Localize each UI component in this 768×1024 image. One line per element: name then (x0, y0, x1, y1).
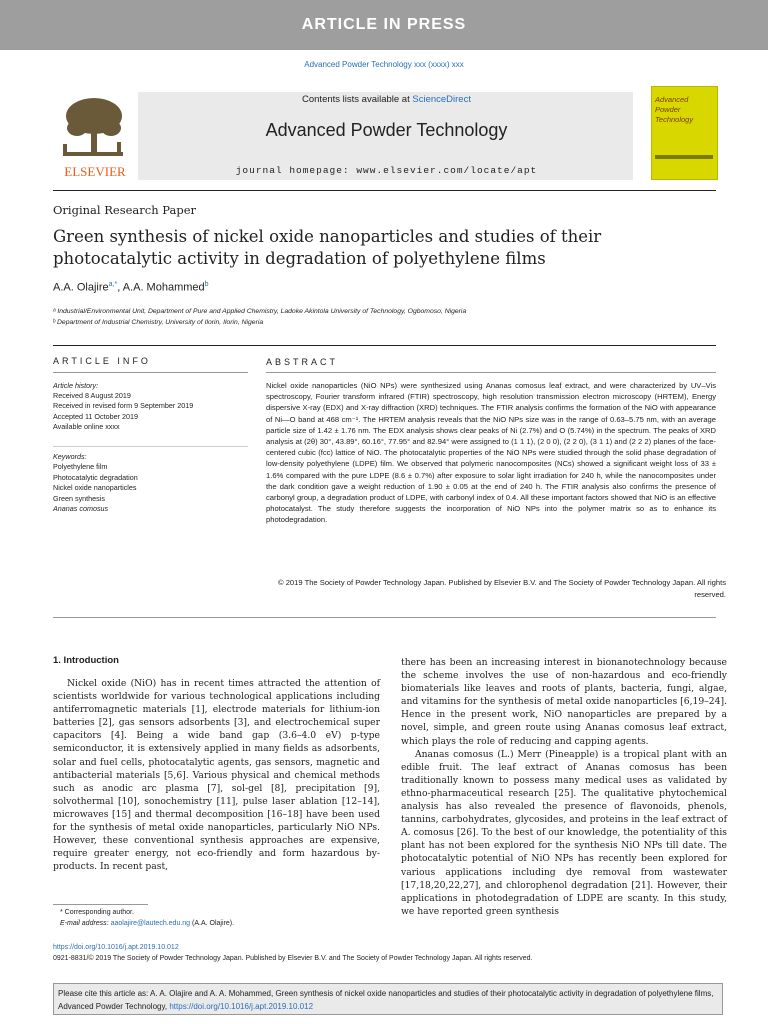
history-item: Available online xxxx (53, 421, 120, 431)
journal-reference-link[interactable]: Advanced Powder Technology xxx (xxxx) xxx (304, 60, 464, 69)
article-type: Original Research Paper (53, 203, 197, 217)
history-item: Received in revised form 9 September 2019 (53, 401, 194, 411)
footnote (60, 907, 380, 929)
history-item: Received 8 August 2019 (53, 391, 131, 401)
keyword: Ananas comosus (53, 504, 109, 514)
author-name[interactable]: A.A. Mohammed (122, 281, 205, 294)
elsevier-logo[interactable] (53, 92, 138, 180)
divider (53, 190, 716, 191)
abstract-text: Nickel oxide nanoparticles (NiO NPs) were synthesized using Ananas comosus leaf extract, and were characterized by UV–Vis spectroscopy, Fourier transform infrared (FTIR) spectroscopy, high resolution transmission electron microscopy (HRTEM), Energy dispersive X-ray (EDX) and X-ray diffraction (XRD) techniques. The FTIR analysis confirms the formation of the NiO with appearance of Ni—O band at 468 cm⁻¹. The HRTEM analysis reveals that the NiO NPs size was in the range of 0.63–5.75 nm, with an average particle size of 1.42 ± 1.76 nm. The EDX analysis shows clear peaks of Ni (2.7%) and O (5.74%) in the spectrum. The peaks of XRD analysis at (2θ) 30°, 43.89°, 60.16°, 77.95° and 82.94° were assigned to (1 1 1), (2 0 0), (2 2 0), (3 1 1) and (2 2 2) planes of the face-centered cubic (fcc) lattice of NiO. The photocatalytic properties of the NiO NPs were studied through the solid phase degradation of low-density polyethylene (LDPE) film. We observed that polymeric nanocomposites (NCs) showed a significant weight loss of 33 ± 1.6% compared with the pure LDPE (8.6 ± 0.7%) after exposure to solar light irradiation for 240 h, while the nanocomposites under the dark condition gave a weight reduction of 1.90 ± 0.05 at the end of 240 h. The FTIR analysis also confirms the presence of carbonyl group, a degradation product of LDPE, with carbonyl index of 0.4. All these important factors showed that NiO is an effective photocatalyst. The study therefore suggests the incorporation of NiO NPs into the polymer matrix so as to enhance its photodegradation. (266, 381, 716, 525)
paragraph: Nickel oxide (NiO) has in recent times attracted the attention of scientists worldwide for various technological applications including antiferromagnetic materials [1], electrode materials for lithium-ion batteries [2], gas sensors adsorbents [3], and electrochemical super capacitors [4]. Being a wide band gap (3.6–4.0 eV) p-type semiconductor, it is extensively applied in many fields as adsorbents, solar and fuel cells, photocatalytic agents, gas sensors, magnetic and antibacterial materials [5,6]. Various physical and chemical methods such as anodic arc plasma [7], sol-gel [8], precipitation [9], solvothermal [10], sonochemistry [11], pulse laser ablation [12–14], microwaves [15] and thermal decomposition [16–18] have been used for the synthesis of metal oxide nanoparticles, particularly NiO NPs. However, these conventional synthesis approaches are expensive, require greater energy, not eco-friendly and form hazardous by-products. In recent past, (53, 678, 380, 873)
email-name: (A.A. Olajire). (190, 920, 235, 927)
email-link[interactable]: aaolajire@lautech.edu.ng (110, 920, 191, 927)
keywords (53, 452, 253, 514)
contents-available (140, 94, 633, 105)
article-info-heading: ARTICLE INFO (53, 356, 151, 366)
citation-doi-link[interactable]: https://doi.org/10.1016/j.apt.2019.10.012 (169, 1002, 314, 1011)
citation-box (53, 983, 723, 1015)
issn-line: 0921-8831/© 2019 The Society of Powder Technology Japan. Published by Elsevier B.V. and The Society of Powder Technology Japan. All rights reserved. (53, 955, 533, 962)
author-name[interactable]: A.A. Olajire (53, 281, 109, 294)
article-history (53, 381, 253, 432)
keyword: Photocatalytic degradation (53, 472, 138, 482)
journal-title: Advanced Powder Technology (265, 120, 508, 140)
author-affiliation-marker[interactable]: b (204, 281, 209, 288)
email-label: E-mail address: (60, 920, 111, 927)
contents-prefix: Contents lists available at (302, 94, 413, 105)
cover-title: Advanced Powder Technology (655, 95, 694, 124)
corresponding-author-note: * Corresponding author. (60, 909, 134, 916)
affiliation: ᵃ Industrial/Environmental Unit, Department of Pure and Applied Chemistry, Ladoke Akintola University of Technology, Ogbomoso, Nigeria (53, 308, 467, 315)
paragraph: Ananas comosus (L.) Merr (Pineapple) is a tropical plant with an edible fruit. The leaf extract of Ananas comosus has been traditionally known to possess many medical uses as validated by ethno-pharmaceutical research [25]. The qualitative phytochemical analysis has also revealed the presence of flavonoids, phenols, tannins, carbohydrates, glycosides, and proteins in the leaf extract of A. comosus [26]. To the best of our knowledge, the potentiality of this plant has not been explored for the synthesis NiO NPs till date. The photocatalytic potential of NiO NPs has recently been explored for various applications including dye removal from wastewater [17,18,20,22,27], and chlorophenol degradation [21]. However, their applications in photodegradation of LDPE are scanty. In this study, we have reported green synthesis (401, 748, 727, 917)
abstract-heading: ABSTRACT (266, 357, 339, 367)
paragraph: there has been an increasing interest in bionanotechnology because the scheme involves the use of non-hazardous and eco-friendly biomaterials like leaves and roots of plants, bacteria, fungi, algae, and vitamins for the synthesis of metal oxide nanoparticles [6,19–24]. Hence in the present work, NiO nanoparticles are prepared by a novel, simple, and green route using Ananas comosus leaf extract, which plays the role of reducing and capping agents. (401, 657, 727, 747)
journal-homepage[interactable]: journal homepage: www.elsevier.com/locate/apt (235, 165, 538, 176)
keywords-label: Keywords: (53, 452, 87, 461)
footnote-divider (53, 904, 148, 905)
keyword: Green synthesis (53, 493, 105, 503)
affiliation: ᵇ Department of Industrial Chemistry, University of Ilorin, Ilorin, Nigeria (53, 319, 264, 326)
doi-link[interactable]: https://doi.org/10.1016/j.apt.2019.10.012 (53, 944, 179, 951)
body-column-right (401, 656, 727, 918)
divider (53, 446, 248, 447)
abstract-copyright: © 2019 The Society of Powder Technology Japan. Published by Elsevier B.V. and The Society of Powder Technology Japan. All rights reserved. (278, 578, 726, 599)
history-item: Accepted 11 October 2019 (53, 411, 138, 421)
citation-text: Please cite this article as: A. A. Olajire and A. A. Mohammed, Green synthesis of nickel oxide nanoparticles and studies of their photocatalytic activity in degradation of polyethylene films, Advanced Powder Technology, (58, 989, 714, 1011)
keyword: Polyethylene film (53, 462, 108, 472)
article-in-press-banner: ARTICLE IN PRESS (0, 0, 768, 50)
section-heading: 1. Introduction (53, 655, 119, 666)
keyword: Nickel oxide nanoparticles (53, 483, 137, 493)
author-affiliation-marker[interactable]: a,* (108, 281, 118, 288)
divider (53, 617, 716, 618)
sciencedirect-link[interactable]: ScienceDirect (412, 94, 471, 105)
elsevier-logo-text: ELSEVIER (64, 164, 126, 179)
history-label: Article history: (53, 381, 99, 390)
paper-title: Green synthesis of nickel oxide nanoparticles and studies of their photocatalytic activity in degradation of polyethylene films (53, 227, 602, 268)
cover-strip (655, 155, 713, 159)
divider (53, 345, 716, 346)
body-column-left (53, 677, 380, 873)
divider (266, 372, 716, 373)
divider (53, 372, 248, 373)
author-separator: , (117, 281, 123, 294)
author-list (53, 281, 209, 294)
doi-footer (53, 942, 716, 964)
